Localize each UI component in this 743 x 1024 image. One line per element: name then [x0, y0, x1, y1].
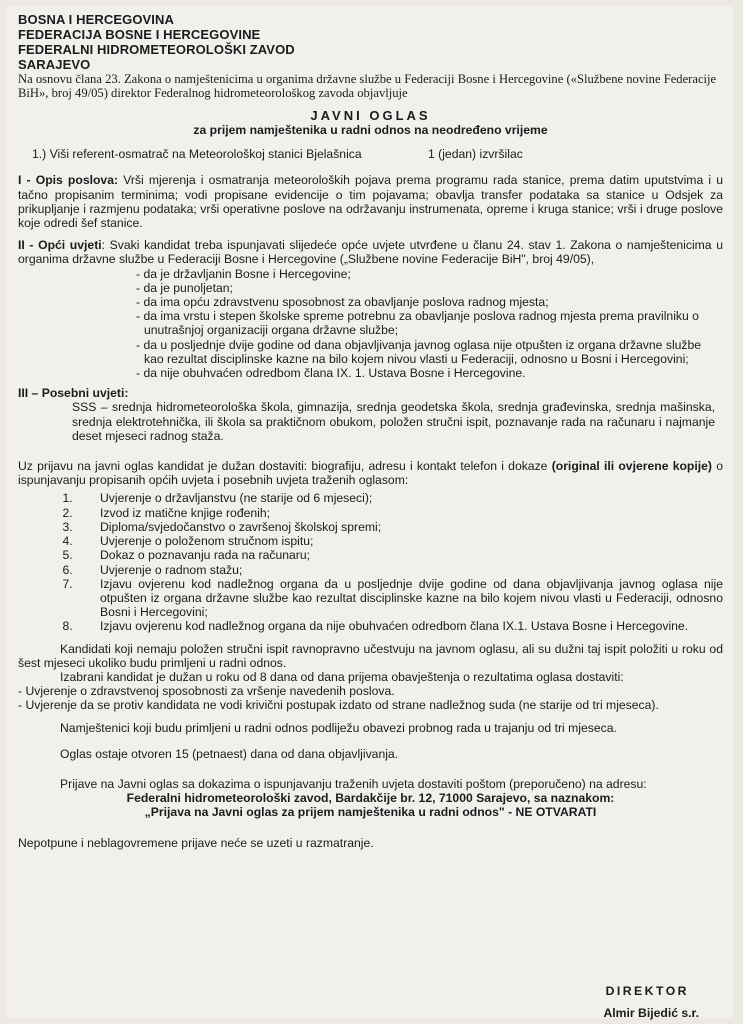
section-general-conditions — [18, 238, 723, 266]
address-line: Federalni hidrometeorološki zavod, Bardakčije br. 12, 71000 Sarajevo, sa naznakom: — [126, 791, 615, 806]
paragraph-incomplete: Nepotpune i neblagovremene prijave neće se uzeti u razmatranje. — [18, 835, 374, 850]
envelope-marking: „Prijava na Javni oglas za prijem namještenika u radni odnos" - NE OTVARATI — [144, 805, 597, 820]
list-item: - da nije obuhvaćen odredbom člana IX. 1. Ustava Bosne i Hercegovine. — [136, 366, 526, 381]
header-line: SARAJEVO — [18, 57, 91, 72]
list-item: - da ima opću zdravstvenu sposobnost za obavljanje poslova radnog mjesta; — [136, 295, 549, 310]
paragraph-open-period: Oglas ostaje otvoren 15 (petnaest) dana od dana objavljivanja. — [60, 746, 399, 761]
paragraph-probation: Namještenici koji budu primljeni u radni odnos podliježu obavezi probnog rada u trajanju od tri mjeseca. — [60, 720, 617, 735]
list-item: - da ima vrstu i stepen školske spreme potrebnu za obavljanje poslova radnog mjesta prema pravilniku o unutrašnjoj organizaciji organa državne službe; — [136, 309, 699, 338]
list-item: - da je punoljetan; — [136, 280, 233, 295]
paragraph-selected-candidate: Izabrani kandidat je dužan u roku od 8 dana od dana prijema obavještenja o rezultatima oglasa dostaviti: — [60, 669, 624, 684]
list-item: - da u posljednje dvije godine od dana objavljivanja javnog oglasa nije otpušten iz organa državne službe kao rezultat disciplinske kazne na bilo kojem nivou vlasti u Federaciji, odnosno u Bosni i Hercegovini; — [136, 337, 702, 366]
list-item: 8. Izjavu ovjerenu kod nadležnog organa da nije obuhvaćen odredbom člana IX.1. Ustava Bosne i Hercegovine. — [76, 619, 723, 633]
selected-item: - Uvjerenje o zdravstvenoj sposobnosti za vršenje navedenih poslova. — [18, 684, 395, 699]
list-item: 6. Uvjerenje o radnom stažu; — [76, 563, 723, 577]
section-heading: III – Posebni uvjeti: — [18, 386, 129, 401]
document-subtitle: za prijem namještenika u radni odnos na neodređeno vrijeme — [193, 123, 548, 138]
docs-intro-text: o ispunjavanju propisanih općih uvjeta i posebnih uvjeta traženih oglasom: — [18, 459, 724, 488]
header-line: FEDERALNI HIDROMETEOROLOŠKI ZAVOD — [18, 42, 295, 57]
list-item: 3. Diploma/svjedočanstvo o završenoj školskoj spremi; — [76, 520, 723, 534]
list-item: 4. Uvjerenje o položenom stručnom ispitu; — [76, 534, 723, 548]
section-text: Vrši mjerenja i osmatranja meteoroloških pojava prema programu rada stanice, prema datim uputstvima i u tačno propisanim terminima; vodi propisane evidencije o tim pojavama; obavlja transfer podataka sa stanice u Odsjek za prikupljanje i razmjenu podataka; vrši operativne poslove na održavanju instrumenata, opreme i kruga stanice; vrši i druge poslove koje odredi šef stanice. — [18, 173, 723, 231]
position-title: 1.) Viši referent-osmatrač na Meteorološkoj stanici Bjelašnica — [32, 147, 362, 162]
paragraph-submission: Prijave na Javni oglas sa dokazima o ispunjavanju traženih uvjeta dostaviti poštom (preporučeno) na adresu: — [60, 776, 647, 791]
list-item: 1. Uvjerenje o državljanstvu (ne starije od 6 mjeseci); — [76, 491, 723, 505]
intro-paragraph: Na osnovu člana 23. Zakona o namještenicima u organima državne službe u Federaciji Bosne i Hercegovine («Službene novine Federacije BiH», broj 49/05) direktor Federalnog hidrometeorološkog zavoda objavljuje — [18, 72, 717, 101]
section-special-conditions — [18, 386, 723, 443]
section-text: SSS – srednja hidrometeorološka škola, gimnazija, srednja geodetska škola, srednja građevinska, srednja mašinska, srednja elektrotehnička, ili škola sa praktičnom obukom, položen stručni ispit, poznavanje rada na računaru i najmanje deset mjeseci radnog staža. — [72, 400, 715, 443]
list-item: - da je državljanin Bosne i Hercegovine; — [136, 266, 351, 281]
document-title: JAVNI OGLAS — [310, 107, 431, 123]
general-conditions-list — [18, 267, 723, 381]
header-line: BOSNA I HERCEGOVINA — [18, 12, 174, 27]
list-item: 2. Izvod iz matične knjige rođenih; — [76, 506, 723, 520]
section-job-description — [18, 173, 723, 230]
header-line: FEDERACIJA BOSNE I HERCEGOVINE — [18, 27, 261, 42]
list-item: 7. Izjavu ovjerenu kod nadležnog organa da u posljednje dvije godine od dana objavljivanja javnog oglasa nije otpušten iz organa državne službe kao rezultat disciplinske kazne na bilo kojem nivou vlasti u Federaciji, odnosno Bosni i Hercegovini; — [76, 577, 723, 620]
required-documents-list — [18, 491, 723, 633]
director-label: DIREKTOR — [605, 984, 689, 998]
signature: Almir Bijedić s.r. — [603, 1006, 699, 1020]
selected-item: - Uvjerenje da se protiv kandidata ne vodi krivični postupak izdato od strane nadležnog suda (ne starije od tri mjeseca). — [18, 698, 659, 713]
announcement-page — [6, 6, 733, 1018]
institution-header — [18, 12, 723, 72]
docs-intro-text: Uz prijavu na javni oglas kandidat je dužan dostaviti: biografiju, adresu i kontakt telefon i dokaze — [18, 459, 552, 474]
section-text: : Svaki kandidat treba ispunjavati slijedeće opće uvjete utvrđene u članu 24. stav 1. Zakona o namještenicima u organima državne službe u Federaciji Bosne i Hercegovine („Službene novine Federacije BiH", broj 49/05), — [18, 238, 723, 267]
position-line — [18, 147, 723, 161]
paragraph-exam: Kandidati koji nemaju položen stručni ispit ravnopravno učestvuju na javnom oglasu, ali su dužni taj ispit položiti u roku od šest mjeseci ukoliko budu primljeni u radni odnos. — [18, 641, 723, 670]
position-count: 1 (jedan) izvršilac — [428, 147, 523, 162]
list-item: 5. Dokaz o poznavanju rada na računaru; — [76, 548, 723, 562]
section-heading: I - Opis poslova: — [18, 173, 119, 188]
section-heading: II - Opći uvjeti — [18, 238, 102, 253]
docs-intro-bold: (original ili ovjerene kopije) — [551, 459, 712, 474]
documents-intro — [18, 459, 723, 487]
